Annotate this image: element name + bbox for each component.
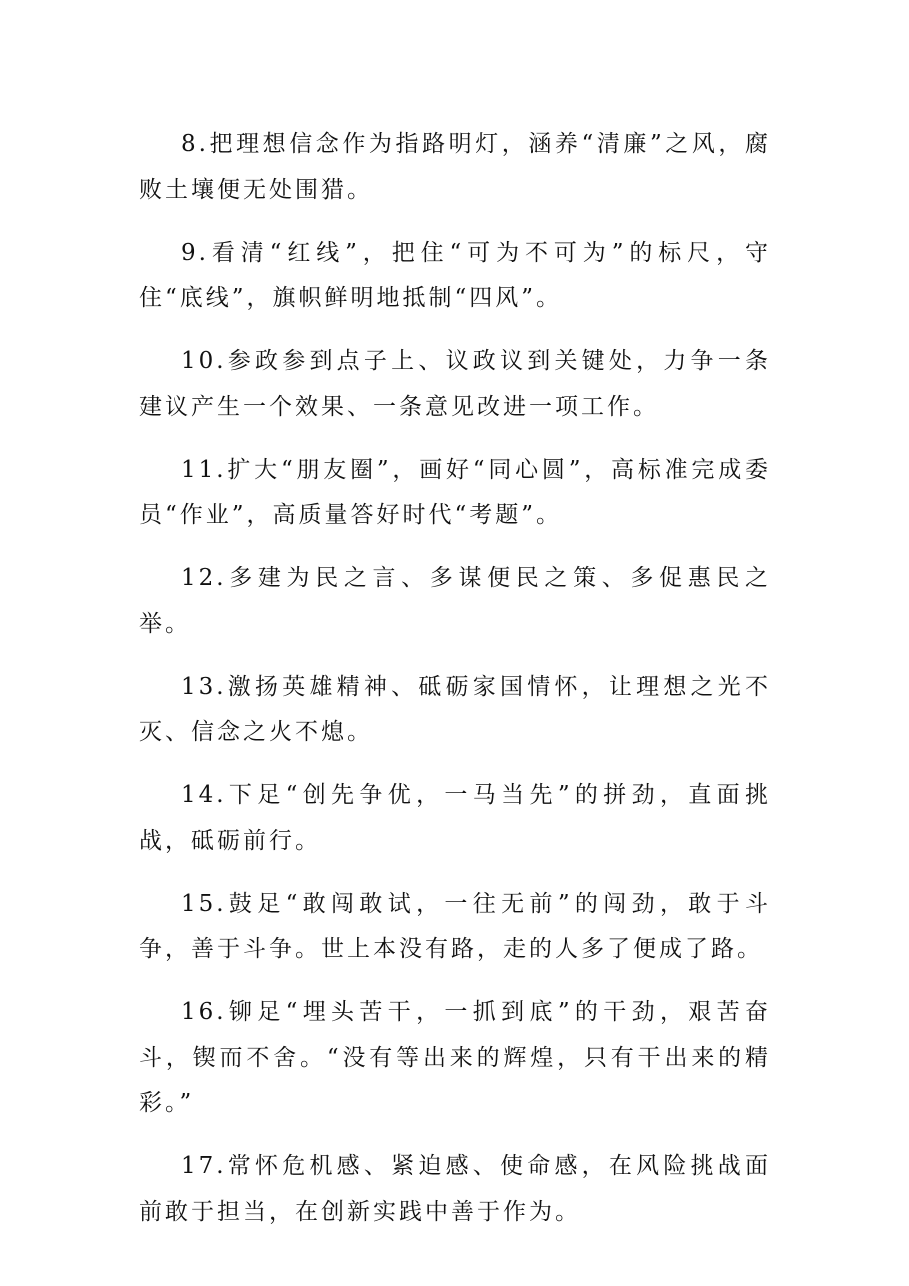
paragraph-11: 11.扩大“朋友圈”，画好“同心圆”，高标准完成委员“作业”，高质量答好时代“考题”。 [139, 456, 771, 528]
paragraph-16: 16.铆足“埋头苦干，一抓到底”的干劲，艰苦奋斗，锲而不舍。“没有等出来的辉煌，只有干出来的精彩。” [139, 999, 771, 1116]
paragraph-12: 12.多建为民之言、多谋便民之策、多促惠民之举。 [139, 565, 771, 637]
paragraph-8: 8.把理想信念作为指路明灯，涵养“清廉”之风，腐败土壤便无处围猎。 [139, 131, 771, 203]
paragraph-13: 13.激扬英雄精神、砥砺家国情怀，让理想之光不灭、信念之火不熄。 [139, 673, 771, 745]
paragraph-14: 14.下足“创先争优，一马当先”的拼劲，直面挑战，砥砺前行。 [139, 782, 771, 854]
paragraph-17: 17.常怀危机感、紧迫感、使命感，在风险挑战面前敢于担当，在创新实践中善于作为。 [139, 1153, 771, 1225]
paragraph-15: 15.鼓足“敢闯敢试，一往无前”的闯劲，敢于斗争，善于斗争。世上本没有路，走的人多了便成了路。 [139, 890, 771, 962]
document-body [139, 122, 771, 1253]
paragraph-9: 9.看清“红线”，把住“可为不可为”的标尺，守住“底线”，旗帜鲜明地抵制“四风”。 [139, 239, 771, 311]
paragraph-10: 10.参政参到点子上、议政议到关键处，力争一条建议产生一个效果、一条意见改进一项工作。 [139, 348, 771, 420]
